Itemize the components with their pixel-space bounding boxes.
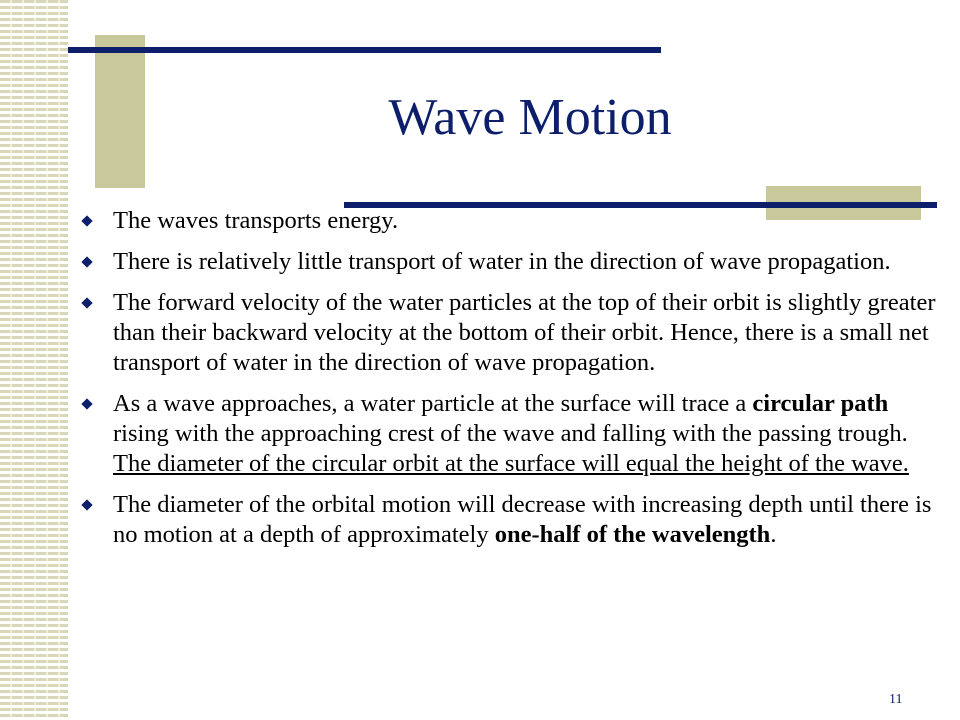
- bullet-text: There is relatively little transport of water in the direction of wave propagation.: [113, 248, 891, 275]
- bullet-text: The diameter of the orbital motion will decrease with increasing depth until there is no motion at a depth of approximately: [113, 491, 932, 548]
- bullet-item: [78, 206, 948, 236]
- underlined-statement: The diameter of the circular orbit at the surface will equal the height of the wave.: [113, 450, 909, 477]
- decorative-block-left: [95, 35, 145, 188]
- slide-number: 11: [889, 692, 903, 707]
- slide-title: Wave Motion: [388, 89, 672, 146]
- diamond-bullet-icon: [81, 398, 92, 409]
- bullet-item: [78, 490, 948, 550]
- diamond-bullet-icon: [81, 215, 92, 226]
- diamond-bullet-icon: [81, 499, 92, 510]
- decorative-bar-top: [68, 47, 661, 53]
- diamond-bullet-icon: [81, 256, 92, 267]
- bullet-text: The waves transports energy.: [113, 207, 399, 234]
- bullet-item: [78, 389, 948, 479]
- bold-term: one-half of the wavelength: [494, 521, 771, 548]
- bullet-item: [78, 247, 948, 277]
- decorative-stripes: [0, 0, 68, 720]
- bullet-text: .: [770, 521, 777, 548]
- bold-term: circular path: [752, 390, 889, 417]
- bullet-item: [78, 288, 948, 378]
- diamond-bullet-icon: [81, 297, 92, 308]
- bullet-list: [78, 206, 948, 561]
- bullet-text: rising with the approaching crest of the wave and falling with the passing trough.: [113, 420, 908, 447]
- bullet-text: As a wave approaches, a water particle at the surface will trace a: [113, 390, 753, 417]
- bullet-text: The forward velocity of the water particles at the top of their orbit is slightly greater than their backward velocity at the bottom of their orbit. Hence, there is a small net transport of water in the direction of wave propagation.: [113, 289, 936, 376]
